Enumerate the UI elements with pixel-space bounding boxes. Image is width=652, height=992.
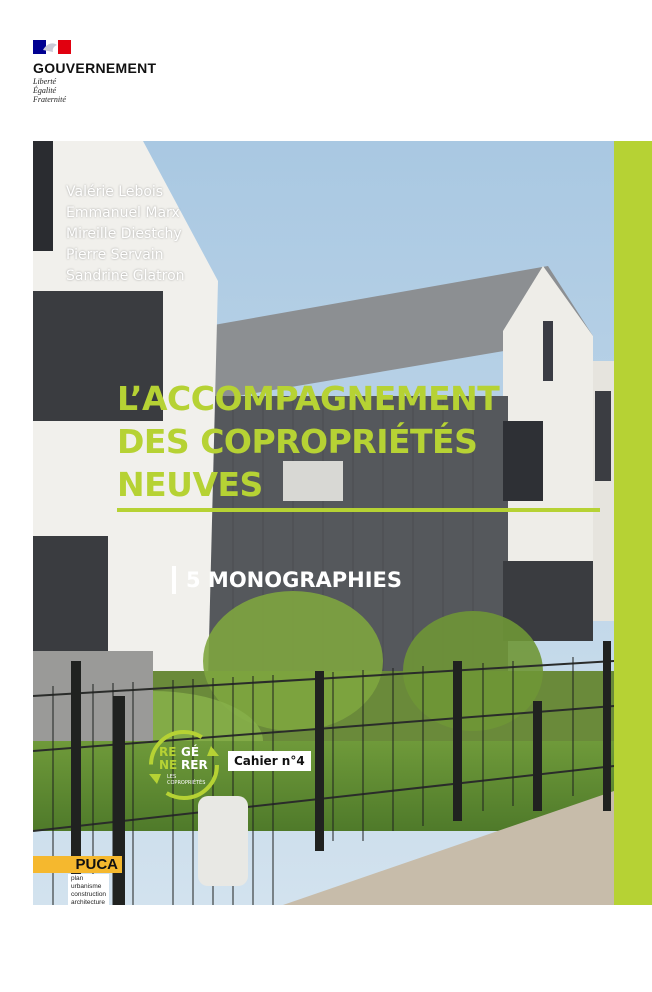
government-name: GOUVERNEMENT <box>33 60 157 76</box>
logo-letters-rer: RER <box>181 758 208 772</box>
author: Mireille Diestchy <box>66 226 182 242</box>
author: Sandrine Glatron <box>66 268 185 284</box>
logo-caption-coproprietes: COPROPRIÉTÉS <box>167 780 206 786</box>
issue-number: Cahier n°4 <box>228 751 311 771</box>
republic-motto <box>33 77 113 104</box>
puca-word: urbanisme <box>71 883 102 890</box>
title-line: DES COPROPRIÉTÉS <box>117 422 478 461</box>
title-underline <box>117 508 600 512</box>
regenerer-logo <box>145 726 223 804</box>
author: Emmanuel Marx <box>66 205 180 221</box>
puca-logo: PUCA <box>33 856 122 873</box>
puca-word: plan <box>71 875 84 882</box>
puca-word: architecture <box>71 899 105 906</box>
marianne-flag-icon <box>33 40 71 54</box>
cover-title <box>117 377 499 506</box>
motto-liberte: Liberté <box>33 77 57 86</box>
accent-band <box>614 141 652 905</box>
motto-fraternite: Fraternité <box>33 95 66 104</box>
recycle-icon <box>145 726 223 804</box>
puca-tagline <box>68 874 109 908</box>
author: Pierre Servain <box>66 247 164 263</box>
motto-egalite: Égalité <box>33 86 57 95</box>
title-line: NEUVES <box>117 465 263 504</box>
author-list <box>66 182 185 287</box>
logo-letters-re: RE <box>159 745 177 759</box>
author: Valérie Lebois <box>66 184 164 200</box>
cover-subtitle: 5 MONOGRAPHIES <box>172 566 402 594</box>
puca-word: construction <box>71 891 107 898</box>
logo-letters-ge: GÉ <box>181 745 200 759</box>
title-line: L’ACCOMPAGNEMENT <box>117 379 500 418</box>
logo-caption-les: LES <box>167 774 177 780</box>
logo-letters-ne: NE <box>159 758 178 772</box>
